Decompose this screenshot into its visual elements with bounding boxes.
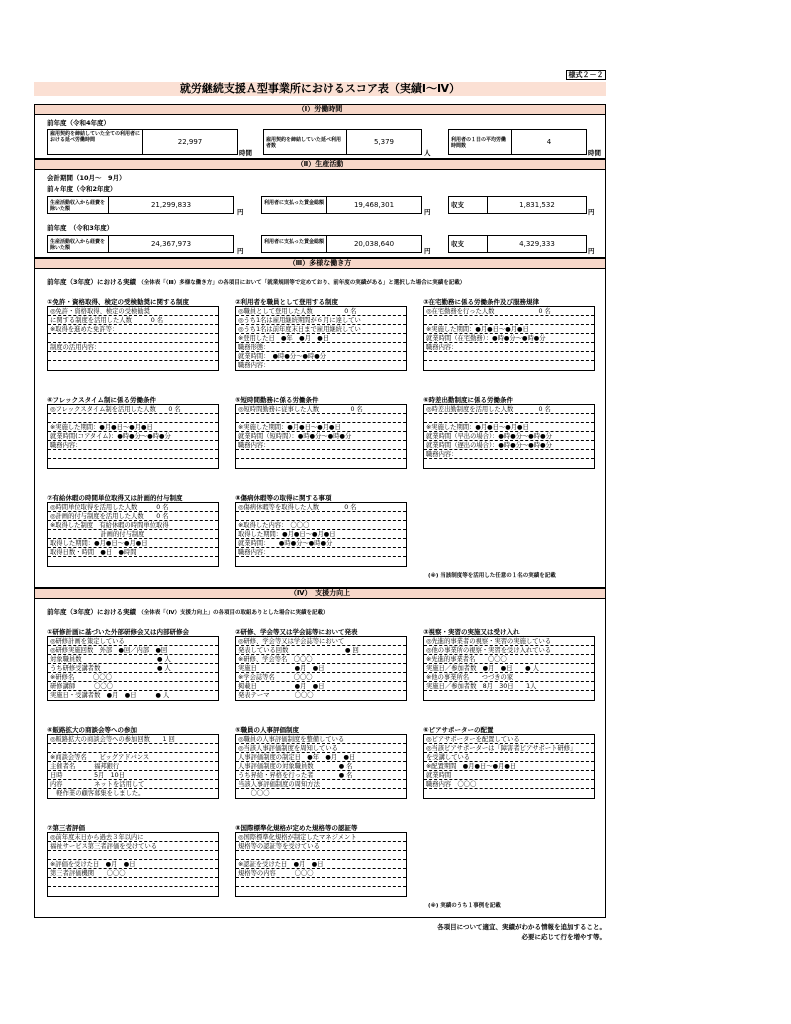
item-row[interactable]: ◎研修実施回数 外部 ●回／内部 ●回 [48, 646, 218, 655]
item-row[interactable]: ◎研修、学会等又は学会誌等において [236, 637, 406, 646]
sec2-year2: 前年度 （令和3年度） [47, 224, 114, 232]
sec1-year: 前年度（令和4年度） [47, 119, 111, 127]
section-3-header: （Ⅲ）多様な働き方 [35, 259, 605, 269]
item-title: ⑥ピアサポーターの配置 [423, 726, 494, 734]
sec3-intro-sub: （全体表「（Ⅲ）多様な働き方」の各項目において「就業規則等で定めており、前年度の実績がある」と選択した場合に実績を記載） [138, 280, 466, 286]
item-box [47, 502, 219, 567]
item-title: ④販路拡大の商談会等への参加 [47, 726, 138, 734]
item-row[interactable]: 就業時間： ●時●分～●時●分 [236, 539, 406, 548]
footer-line2: 必要に応じて行を増やす等。 [521, 933, 606, 941]
item-row[interactable]: 発表している回数 ● 回 [236, 646, 406, 655]
sec2-y2-c-value[interactable]: 4,329,333 [487, 235, 587, 253]
section-1-header: （Ⅰ）労働時間 [35, 105, 605, 115]
item-row[interactable]: ◎研修計画を策定している [48, 637, 218, 646]
item-row[interactable]: 就業時間 [424, 771, 594, 780]
item-row[interactable]: ※認証を受けた日 ●月 ●日 [236, 860, 406, 869]
item-row[interactable] [236, 887, 406, 896]
item-row[interactable]: ◎うち1名は前年度末日まで雇用継続してい [236, 325, 406, 334]
item-row[interactable]: ※先進的事業者名 〇〇〇 [424, 655, 594, 664]
item-row[interactable]: に関する制度を活用した人数 0 名 [48, 316, 218, 325]
sec2-y1-b-value[interactable]: 19,468,301 [326, 196, 422, 214]
item-box [423, 306, 595, 371]
item-box [47, 306, 219, 371]
sec1-f3-unit: 時間 [588, 149, 601, 157]
item-row[interactable]: ◎短時間勤務に従事した人数 0 名 [236, 405, 406, 414]
item-row[interactable]: ◎国際標準化規格が制定したマネジメント [236, 833, 406, 842]
sec2-y2-a-unit: 円 [237, 247, 244, 255]
item-row[interactable]: 主催者名 福邦銀行 [48, 762, 218, 771]
item-row[interactable] [48, 851, 218, 860]
item-row[interactable]: を受講している [424, 753, 594, 762]
item-title: ②利用者を職員として登用する制度 [235, 298, 339, 306]
item-box [423, 636, 595, 701]
item-title: ③視察・実習の実施又は受け入れ [423, 628, 520, 636]
item-row[interactable]: ※取得を進めた免許等： [48, 325, 218, 334]
sec1-f2-unit: 人 [424, 149, 431, 157]
section-1 [34, 104, 606, 159]
item-row[interactable]: 就業時間(コアタイム)：●時●分～●時●分 [48, 432, 218, 441]
sec2-period: 会計期間（10月～ 9月） [47, 174, 126, 182]
item-row[interactable] [48, 887, 218, 896]
item-row[interactable]: 取得日数・時間 ●日 ●時間 [48, 548, 218, 557]
item-row[interactable]: ※登用した日 ●年 ●月 ●日 [236, 334, 406, 343]
item-box [423, 404, 595, 469]
item-title: ⑥時差出勤制度に係る労働条件 [423, 396, 514, 404]
item-row[interactable]: ◎傷病休暇等を取得した人数 0 名 [236, 503, 406, 512]
item-row[interactable]: ◎当該人事評価制度を周知している [236, 744, 406, 753]
sec2-y1-a-value[interactable]: 21,299,833 [108, 196, 234, 214]
item-title: ⑤職員の人事評価制度 [235, 726, 300, 734]
item-box [47, 832, 219, 897]
item-box [235, 502, 407, 567]
sec1-f1-label: 雇用契約を締結していた全ての利用者における延べ労働時間 [47, 129, 143, 155]
item-box [235, 404, 407, 469]
item-title: ⑤短時間勤務に係る労働条件 [235, 396, 319, 404]
item-row[interactable] [48, 334, 218, 343]
section-2 [34, 159, 606, 258]
sec4-note: (※) 実績のうち１事例を記載 [428, 903, 501, 909]
item-title: ②研修、学会等又は学会誌等において発表 [235, 628, 358, 636]
sec2-y1-c-unit: 円 [588, 208, 595, 216]
item-row[interactable]: ※取得した制度 有給休暇の時間単位取得 [48, 521, 218, 530]
item-row[interactable]: 実施日・受講者数 ●月 ●日 ● 人 [50, 692, 170, 699]
section-4-header: （Ⅳ） 支援力向上 [35, 589, 605, 599]
item-row[interactable] [424, 691, 594, 700]
sec2-y2-b-unit: 円 [424, 247, 431, 255]
item-row[interactable] [48, 414, 218, 423]
item-box [47, 636, 219, 701]
section-2-header: （Ⅱ）生産活動 [35, 160, 605, 170]
item-row[interactable]: 実施日／参加者数 ●月 ●日 ● 人 [424, 664, 594, 673]
item-row[interactable]: 内容 ネットを活用して [48, 780, 218, 789]
item-row[interactable]: ◎免許・資格取得、検定の受検勧奨 [48, 307, 218, 316]
item-title: ④フレックスタイム制に係る労働条件 [47, 396, 156, 404]
item-row[interactable]: 福祉サービス第三者評価を受けている [48, 842, 218, 851]
item-row[interactable]: 就業時間（早出の場合）：●時●分～●時●分 [424, 432, 594, 441]
section-4 [34, 588, 606, 918]
page-title: 就労継続支援Ａ型事業所におけるスコア表（実績Ⅰ～Ⅳ） [34, 82, 606, 96]
item-row[interactable]: 取得した期間：●月●日～●月●日 [236, 530, 406, 539]
item-title: ⑧傷病休暇等の取得に関する事項 [235, 494, 332, 502]
item-row[interactable]: 職務内容： [236, 441, 406, 450]
item-row[interactable] [424, 414, 594, 423]
item-row[interactable] [48, 557, 218, 566]
item-row[interactable]: ※研修、学会等名 〇〇〇 [236, 655, 406, 664]
sec4-intro-main: 前年度（3年度）における実績 [47, 608, 137, 616]
item-box [235, 734, 407, 799]
footer-line1: 各項目について適宜、実績がわかる情報を追加すること。 [437, 923, 606, 931]
item-row[interactable]: 就業時間： ●時●分～●時●分 [236, 352, 406, 361]
item-row[interactable]: 日時 5月 10日 [48, 771, 218, 780]
sec3-intro [47, 277, 465, 286]
item-row[interactable]: 第三者評価機関 〇〇〇 [48, 869, 218, 878]
item-row[interactable] [424, 459, 594, 468]
item-row[interactable] [424, 789, 594, 798]
sec1-f3-label: 利用者の１日の平均労働時間数 [448, 129, 512, 155]
item-row[interactable] [424, 361, 594, 370]
item-row[interactable] [48, 352, 218, 361]
item-row[interactable]: 職務内容 〇〇〇 [424, 780, 594, 789]
item-row[interactable]: 当該人事評価制度の周知方法 [236, 780, 406, 789]
sec2-y1-b-label: 利用者に支払った賃金総額 [261, 196, 327, 214]
item-row[interactable] [236, 459, 406, 468]
item-row[interactable] [48, 878, 218, 887]
item-row[interactable]: 取得した期間：●月●日～●月●日 [48, 539, 218, 548]
item-row[interactable]: 研修講師 〇〇〇 [48, 682, 218, 691]
item-row[interactable]: ◎他の事業所の視察・実習を受け入れている [424, 646, 594, 655]
item-row[interactable] [424, 352, 594, 361]
item-row[interactable]: ※実施した期間：●月●日～●月●日 [424, 325, 594, 334]
item-row[interactable] [424, 316, 594, 325]
item-row[interactable]: 人事評価制度の制定日 ●年 ●月 ●日 [236, 753, 406, 762]
item-row[interactable]: ※研修名 〇〇〇 [48, 673, 218, 682]
item-row[interactable]: 職務内容： [424, 343, 594, 352]
item-row[interactable]: ※実施した期間：●月●日～●月●日 [236, 423, 406, 432]
item-row[interactable]: ◎時間単位取得を活用した人数 0 名 [48, 503, 218, 512]
item-box [47, 734, 219, 799]
item-row[interactable]: 職務内容： [236, 548, 406, 557]
item-row[interactable]: 軽作業の顧客募集をしました。 [50, 790, 145, 797]
item-row[interactable]: 実施日 ●月 ●日 [236, 664, 406, 673]
item-title: ①免許・資格取得、検定の受検勧奨に関する制度 [47, 298, 190, 306]
item-row[interactable]: ◎先進的事業者の視察・実習の実施している [424, 637, 594, 646]
item-title: ⑦有給休暇の時間単位取得又は計画的付与制度 [47, 494, 183, 502]
item-row[interactable]: 実施日／参加者数 8月 30日 1人 [424, 682, 594, 691]
form-number: 様式２－２ [566, 70, 606, 80]
item-title: ①研修計画に基づいた外部研修会又は内部研修会 [47, 628, 190, 636]
item-title: ⑦第三者評価 [47, 824, 86, 832]
sec2-y1-b-unit: 円 [424, 208, 431, 216]
item-title: ⑧国際標準化規格が定めた規格等の認証等 [235, 824, 358, 832]
sec1-f2-label: 雇用契約を締結していた延べ利用者数 [263, 129, 347, 155]
item-row[interactable]: 職務内容： [238, 362, 270, 369]
sec2-y2-a-value[interactable]: 24,367,973 [108, 235, 234, 253]
item-row[interactable]: 制度の活用内容： [48, 343, 218, 352]
item-row[interactable]: ※実施した期間：●月●日～●月●日 [424, 423, 594, 432]
item-row[interactable]: 掲載日 ●月 ●日 [236, 682, 406, 691]
sec1-f3-value[interactable]: 4 [511, 129, 587, 155]
sec2-y1-c-label: 収支 [448, 196, 488, 214]
item-row[interactable] [48, 361, 218, 370]
item-row[interactable]: ◎在宅勤務を行った人数 0 名 [424, 307, 594, 316]
item-row[interactable]: 発表テーマ 〇〇〇 [238, 692, 314, 699]
sec1-f1-unit: 時間 [239, 149, 252, 157]
section-3 [34, 258, 606, 588]
item-row[interactable] [236, 414, 406, 423]
item-row[interactable] [48, 450, 218, 459]
item-row[interactable] [48, 744, 218, 753]
item-row[interactable]: ◎当該ピアサポーターは「障害者ピアサポート研修」 [424, 744, 594, 753]
sec2-y2-a-label: 生産活動収入から経費を除いた額 [47, 235, 109, 253]
item-box [47, 404, 219, 469]
item-row[interactable]: ◎ピアサポーターを配置している [424, 735, 594, 744]
item-box [235, 636, 407, 701]
item-box [235, 306, 407, 371]
item-row[interactable]: ※商談会等名 ビッグアドバンス [48, 753, 218, 762]
item-title: ③在宅勤務に係る労働条件及び服務規律 [423, 298, 540, 306]
item-row[interactable] [236, 512, 406, 521]
sec2-y2-c-label: 収支 [448, 235, 488, 253]
item-row[interactable] [236, 878, 406, 887]
item-row[interactable]: 対象職員数 ● 人 [48, 655, 218, 664]
sec4-intro-sub: （全体表「（Ⅳ）支援力向上」の各項目の取組ありとした場合に実績を記載） [138, 610, 329, 616]
item-row[interactable] [236, 557, 406, 566]
sec2-y2-c-unit: 円 [588, 247, 595, 255]
item-row[interactable]: 計画的付与制度 [48, 530, 218, 539]
sec4-intro [47, 607, 329, 616]
sec3-intro-main: 前年度（3年度）における実績 [47, 278, 137, 286]
sec1-f1-value[interactable]: 22,997 [142, 129, 238, 155]
item-row[interactable]: 職務内容： [424, 450, 594, 459]
sec3-note: (※) 当該制度等を活用した任意の１名の実績を記載 [428, 573, 556, 579]
sec2-y2-b-label: 利用者に支払った賃金総額 [261, 235, 327, 253]
item-row[interactable]: ※実施した期間：●月●日～●月●日 [48, 423, 218, 432]
item-box [235, 832, 407, 897]
item-row[interactable]: ◎前年度末日から過去３年以内に [48, 833, 218, 842]
sec2-y2-b-value[interactable]: 20,038,640 [326, 235, 422, 253]
item-row[interactable]: ※学会誌等名 〇〇〇 [236, 673, 406, 682]
item-row[interactable] [236, 851, 406, 860]
sec2-year1: 前々年度（令和2年度） [47, 185, 117, 193]
item-row[interactable]: ※評価を受けた日 ●月 ●日 [48, 860, 218, 869]
item-row[interactable]: ◎職員の人事評価制度を整備している [236, 735, 406, 744]
sec1-f2-value[interactable]: 5,379 [346, 129, 422, 155]
item-row[interactable]: うち昇給・昇格を行った者 ● 名 [236, 771, 406, 780]
item-row[interactable]: ※他の事業所名 つづきの家 [424, 673, 594, 682]
item-row[interactable]: ◎フレックスタイム制を活用した人数 0 名 [48, 405, 218, 414]
item-row[interactable]: ◎時差出勤制度を活用した人数 0 名 [424, 405, 594, 414]
item-row[interactable]: 職務形態： [236, 343, 406, 352]
item-row[interactable] [236, 450, 406, 459]
item-row[interactable]: ◎販路拡大の商談会等への参加回数 1 回 [48, 735, 218, 744]
sec2-y1-c-value[interactable]: 1,831,532 [487, 196, 587, 214]
item-row[interactable]: 就業時間（短時間）：●時●分～●時●分 [236, 432, 406, 441]
item-row[interactable]: ※配置期間 ●月●日～●月●日 [424, 762, 594, 771]
item-row[interactable]: 就業時間（在宅勤務）：●時●分～●時●分 [424, 334, 594, 343]
item-row[interactable]: うち研修受講者数 ● 人 [48, 664, 218, 673]
item-row[interactable]: ◎うち1名は雇用継続期間が６月に達してい [236, 316, 406, 325]
sec2-y1-a-label: 生産活動収入から経費を除いた額 [47, 196, 109, 214]
sec2-y1-a-unit: 円 [237, 208, 244, 216]
item-row[interactable]: ◎計画的付与制度を活用した人数 0 名 [48, 512, 218, 521]
item-row[interactable]: ※取得した内容： 〇〇〇 [236, 521, 406, 530]
item-row[interactable] [48, 459, 218, 468]
item-row[interactable]: 規格等の内容 〇〇〇 [236, 869, 406, 878]
item-row[interactable]: 人事評価制度の対象職員数 ● 名 [236, 762, 406, 771]
item-row[interactable]: ◎職員として登用した人数 0 名 [236, 307, 406, 316]
item-row[interactable]: 職務内容： [48, 441, 218, 450]
item-row[interactable]: 就業時間（遅出の場合）：●時●分～●時●分 [424, 441, 594, 450]
item-row[interactable]: 規格等の認証等を受けている [236, 842, 406, 851]
item-row[interactable]: 〇〇〇 [238, 790, 270, 797]
item-box [423, 734, 595, 799]
